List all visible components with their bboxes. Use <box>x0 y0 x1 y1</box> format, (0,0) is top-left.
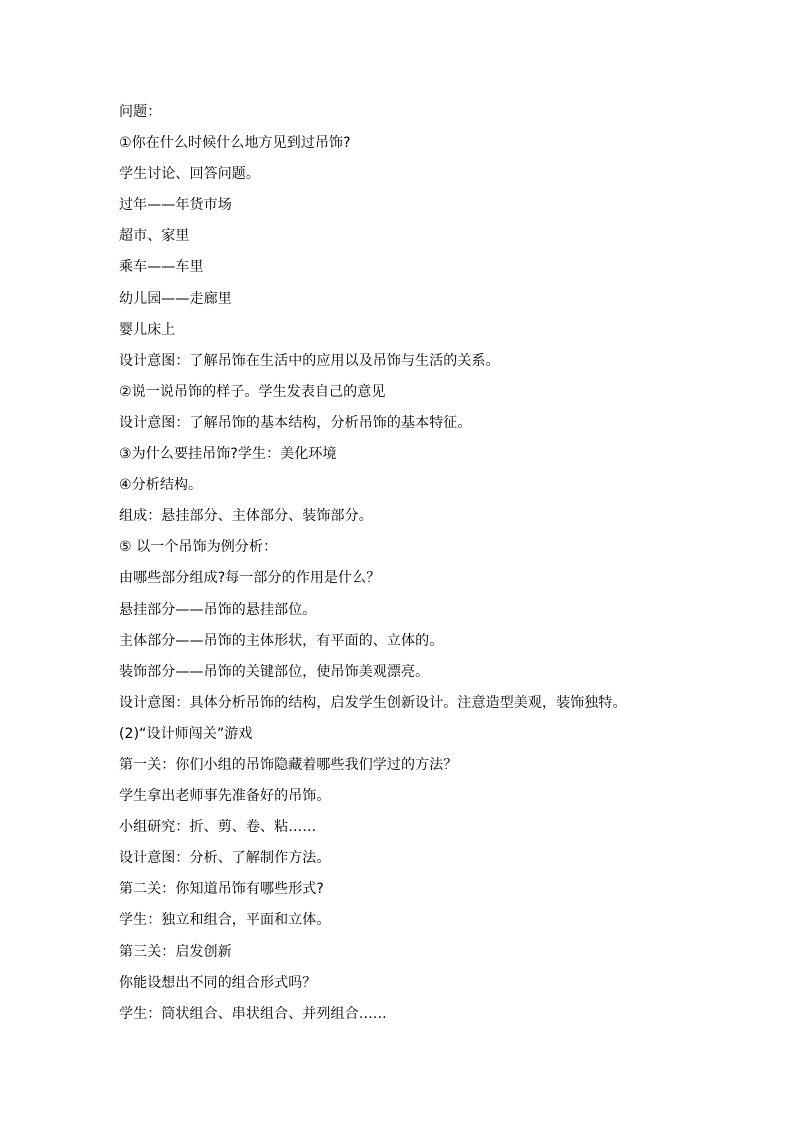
text-line: 第三关：启发创新 <box>119 943 232 960</box>
text-line: 你能设想出不同的组合形式吗？ <box>119 974 317 991</box>
text-line: 学生讨论、回答问题。 <box>119 166 260 183</box>
text-line: ④分析结构。 <box>119 477 203 494</box>
text-line: ③为什么要挂吊饰?学生：美化环境 <box>119 446 337 463</box>
text-line: 设计意图：了解吊饰在生活中的应用以及吊饰与生活的关系。 <box>119 352 500 369</box>
text-line: 学生：独立和组合，平面和立体。 <box>119 912 331 929</box>
text-line: 主体部分——吊饰的主体形状，有平面的、立体的。 <box>119 632 444 649</box>
text-line: 设计意图：了解吊饰的基本结构，分析吊饰的基本特征。 <box>119 414 472 431</box>
text-line: 过年——年货市场 <box>119 197 232 214</box>
text-line: 第二关：你知道吊饰有哪些形式? <box>119 881 324 898</box>
text-line: 装饰部分——吊饰的关键部位，使吊饰美观漂亮。 <box>119 663 430 680</box>
text-line: 组成：悬挂部分、主体部分、装饰部分。 <box>119 508 373 525</box>
text-line: 幼儿园——走廊里 <box>119 290 232 307</box>
text-line: 婴儿床上 <box>119 321 176 338</box>
text-line: ⑤ 以一个吊饰为例分析： <box>119 539 278 556</box>
text-line: 悬挂部分——吊饰的悬挂部位。 <box>119 601 317 618</box>
text-line: 设计意图：分析、了解制作方法。 <box>119 850 331 867</box>
text-line: 超市、家里 <box>119 228 190 245</box>
text-line: 第一关：你们小组的吊饰隐藏着哪些我们学过的方法？ <box>119 756 458 773</box>
text-line: 乘车——车里 <box>119 259 204 276</box>
document-body <box>119 101 759 1034</box>
text-line: ②说一说吊饰的样子。学生发表自己的意见 <box>119 383 386 400</box>
text-line: 设计意图：具体分析吊饰的结构，启发学生创新设计。注意造型美观，装饰独特。 <box>119 694 627 711</box>
text-line: ①你在什么时候什么地方见到过吊饰? <box>119 135 351 152</box>
text-line: 学生：筒状组合、串状组合、并列组合…… <box>119 1005 387 1022</box>
text-line: 由哪些部分组成?每一部分的作用是什么？ <box>119 570 381 587</box>
text-line-question-heading: 问题： <box>119 104 162 120</box>
text-line-section-heading: (2)“设计师闯关”游戏 <box>119 725 253 742</box>
text-line: 小组研究：折、剪、卷、粘…… <box>119 819 317 836</box>
text-line: 学生拿出老师事先准备好的吊饰。 <box>119 788 331 805</box>
